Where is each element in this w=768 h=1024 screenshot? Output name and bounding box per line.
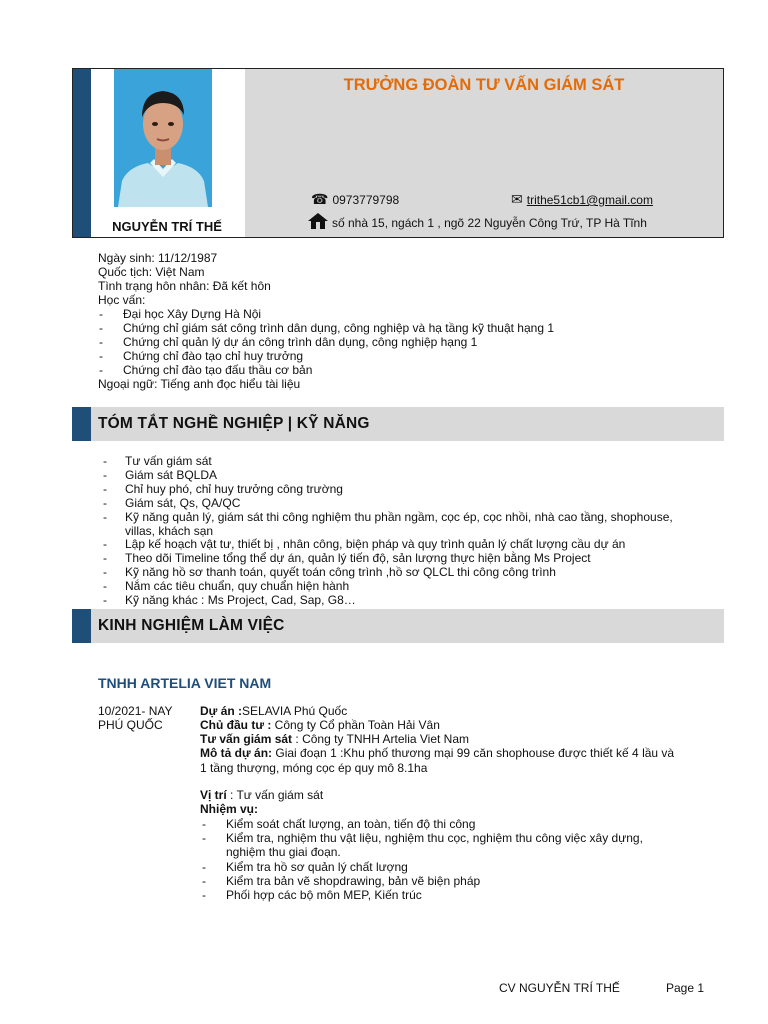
section-accent-bar [72, 609, 91, 643]
header-accent-bar [73, 69, 91, 237]
list-item: Giám sát BQLDA [125, 467, 218, 482]
list-item: Kiểm soát chất lượng, an toàn, tiến độ thi công [226, 817, 476, 831]
tasks-label: Nhiệm vụ: [200, 802, 259, 816]
list-item: Nắm các tiêu chuẩn, quy chuẩn hiện hành [125, 579, 350, 594]
job-location: PHÚ QUỐC [98, 718, 163, 732]
footer-cv-name: CV NGUYỄN TRÍ THẾ [499, 981, 620, 995]
list-item: Kiểm tra, nghiệm thu vật liệu, nghiệm thu cọc, nghiệm thu công việc xây dựng, [226, 831, 643, 846]
list-item: Kiểm tra hồ sơ quản lý chất lượng [226, 859, 408, 874]
list-item: Kỹ năng hồ sơ thanh toán, quyết toán công trình ,hồ sơ QLCL thi công công trình [125, 565, 556, 580]
education-item: Chứng chỉ đào tạo đấu thầu cơ bản [123, 363, 313, 377]
list-dash: - [99, 321, 103, 335]
project-line [200, 705, 347, 718]
photo-panel [91, 69, 243, 237]
marital-status-text: Tình trạng hôn nhân: Đã kết hôn [98, 279, 271, 293]
list-dash: - [99, 335, 103, 349]
list-dash: - [103, 454, 107, 468]
list-dash: - [202, 817, 206, 831]
list-dash: - [103, 579, 107, 594]
profile-photo [114, 69, 212, 207]
email-link[interactable]: trithe51cb1@gmail.com [526, 193, 653, 207]
description-line [200, 747, 674, 760]
list-item: Giám sát, Qs, QA/QC [125, 495, 241, 510]
house-icon [307, 212, 329, 233]
list-dash: - [103, 509, 107, 524]
profile-photo-illustration [114, 69, 212, 207]
education-item: Chứng chỉ quản lý dự án công trình dân dụng, công nghiệp hạng 1 [123, 335, 478, 349]
role-label: Vị trí [200, 788, 227, 802]
list-item: Lập kế hoạch vật tư, thiết bị , nhân công, biện pháp và quy trình quản lý chất lượng cầu dự án [125, 537, 626, 552]
owner-line [200, 719, 440, 732]
list-dash: - [99, 307, 103, 321]
list-dash: - [103, 481, 107, 496]
education-item: Chứng chỉ đào tạo chỉ huy trưởng [123, 349, 304, 363]
experience-section-title: KINH NGHIỆM LÀM VIỆC [98, 617, 285, 634]
cv-header [72, 68, 724, 238]
job-period: 10/2021- NAY [98, 704, 173, 718]
nationality-text: Quốc tịch: Việt Nam [98, 265, 205, 279]
skills-section-header [72, 407, 724, 441]
list-item: Phối hợp các bộ môn MEP, Kiến trúc [226, 888, 422, 902]
skills-section-title: TÓM TẮT NGHỀ NGHIỆP | KỸ NĂNG [98, 415, 370, 432]
role-text: : Tư vấn giám sát [226, 788, 324, 802]
header-info-panel [245, 69, 723, 237]
list-item: Tư vấn giám sát [125, 454, 212, 468]
list-dash: - [103, 551, 107, 566]
project-label: Dự án : [200, 704, 243, 718]
consultant-name: : Công ty TNHH Artelia Viet Nam [292, 732, 470, 746]
list-item: Kỹ năng khác : Ms Project, Cad, Sap, G8… [125, 593, 356, 607]
role-line [200, 789, 323, 802]
description-continued: 1 tầng thượng, móng cọc ép quy mô 8.1ha [200, 761, 428, 775]
list-dash: - [103, 537, 107, 552]
footer-page-number: Page 1 [666, 981, 705, 995]
list-dash: - [103, 565, 107, 580]
project-name: SELAVIA Phú Quốc [242, 704, 348, 718]
list-dash: - [99, 349, 103, 363]
education-label: Học vấn: [98, 293, 146, 307]
list-item: Kiểm tra bản vẽ shopdrawing, bản vẽ biện pháp [226, 873, 481, 888]
company-name: TNHH ARTELIA VIET NAM [98, 675, 272, 691]
list-item: Kỹ năng quản lý, giám sát thi công nghiệm thu phần ngầm, cọc ép, cọc nhồi, nhà cao tầng, shophouse, [125, 509, 673, 524]
list-item: nghiệm thu giai đoạn. [226, 845, 341, 860]
list-dash: - [202, 888, 206, 902]
email-line [511, 191, 653, 208]
owner-label: Chủ đầu tư : [200, 718, 272, 732]
language-text: Ngoại ngữ: Tiếng anh đọc hiểu tài liệu [98, 377, 301, 391]
consultant-line [200, 733, 469, 746]
address-text: số nhà 15, ngách 1 , ngõ 22 Nguyễn Công Trứ, TP Hà Tĩnh [332, 216, 647, 230]
experience-section-header [72, 609, 724, 643]
candidate-name: NGUYỄN TRÍ THẾ [112, 219, 222, 234]
list-dash: - [103, 495, 107, 510]
list-dash: - [202, 873, 206, 888]
list-dash: - [103, 593, 107, 607]
owner-name: Công ty Cổ phần Toàn Hải Vân [271, 718, 440, 732]
list-item: villas, khách sạn [125, 523, 214, 538]
phone-line [311, 191, 399, 208]
description-label: Mô tả dự án: [200, 746, 273, 760]
telephone-icon: ☎ [311, 191, 329, 207]
list-dash: - [202, 831, 206, 846]
list-dash: - [202, 859, 206, 874]
list-dash: - [99, 363, 103, 377]
list-dash: - [103, 467, 107, 482]
phone-number: 0973779798 [332, 193, 400, 207]
address-line [307, 212, 647, 233]
list-item: Chỉ huy phó, chỉ huy trưởng công trường [125, 481, 343, 496]
education-item: Chứng chỉ giám sát công trình dân dụng, công nghiệp và hạ tầng kỹ thuật hạng 1 [123, 321, 554, 335]
education-item: Đại học Xây Dựng Hà Nội [123, 307, 262, 321]
section-accent-bar [72, 407, 91, 441]
description-text: Giai đoạn 1 :Khu phố thương mại 99 căn shophouse được thiết kế 4 lầu và [272, 746, 675, 760]
job-title: TRƯỞNG ĐOÀN TƯ VẤN GIÁM SÁT [343, 76, 625, 94]
list-item: Theo dõi Timeline tổng thể dự án, quản lý tiến độ, sản lượng thực hiện bằng Ms Project [125, 551, 591, 566]
dob-text: Ngày sinh: 11/12/1987 [98, 251, 218, 265]
envelope-icon: ✉ [511, 191, 523, 207]
consultant-label: Tư vấn giám sát [200, 732, 293, 746]
